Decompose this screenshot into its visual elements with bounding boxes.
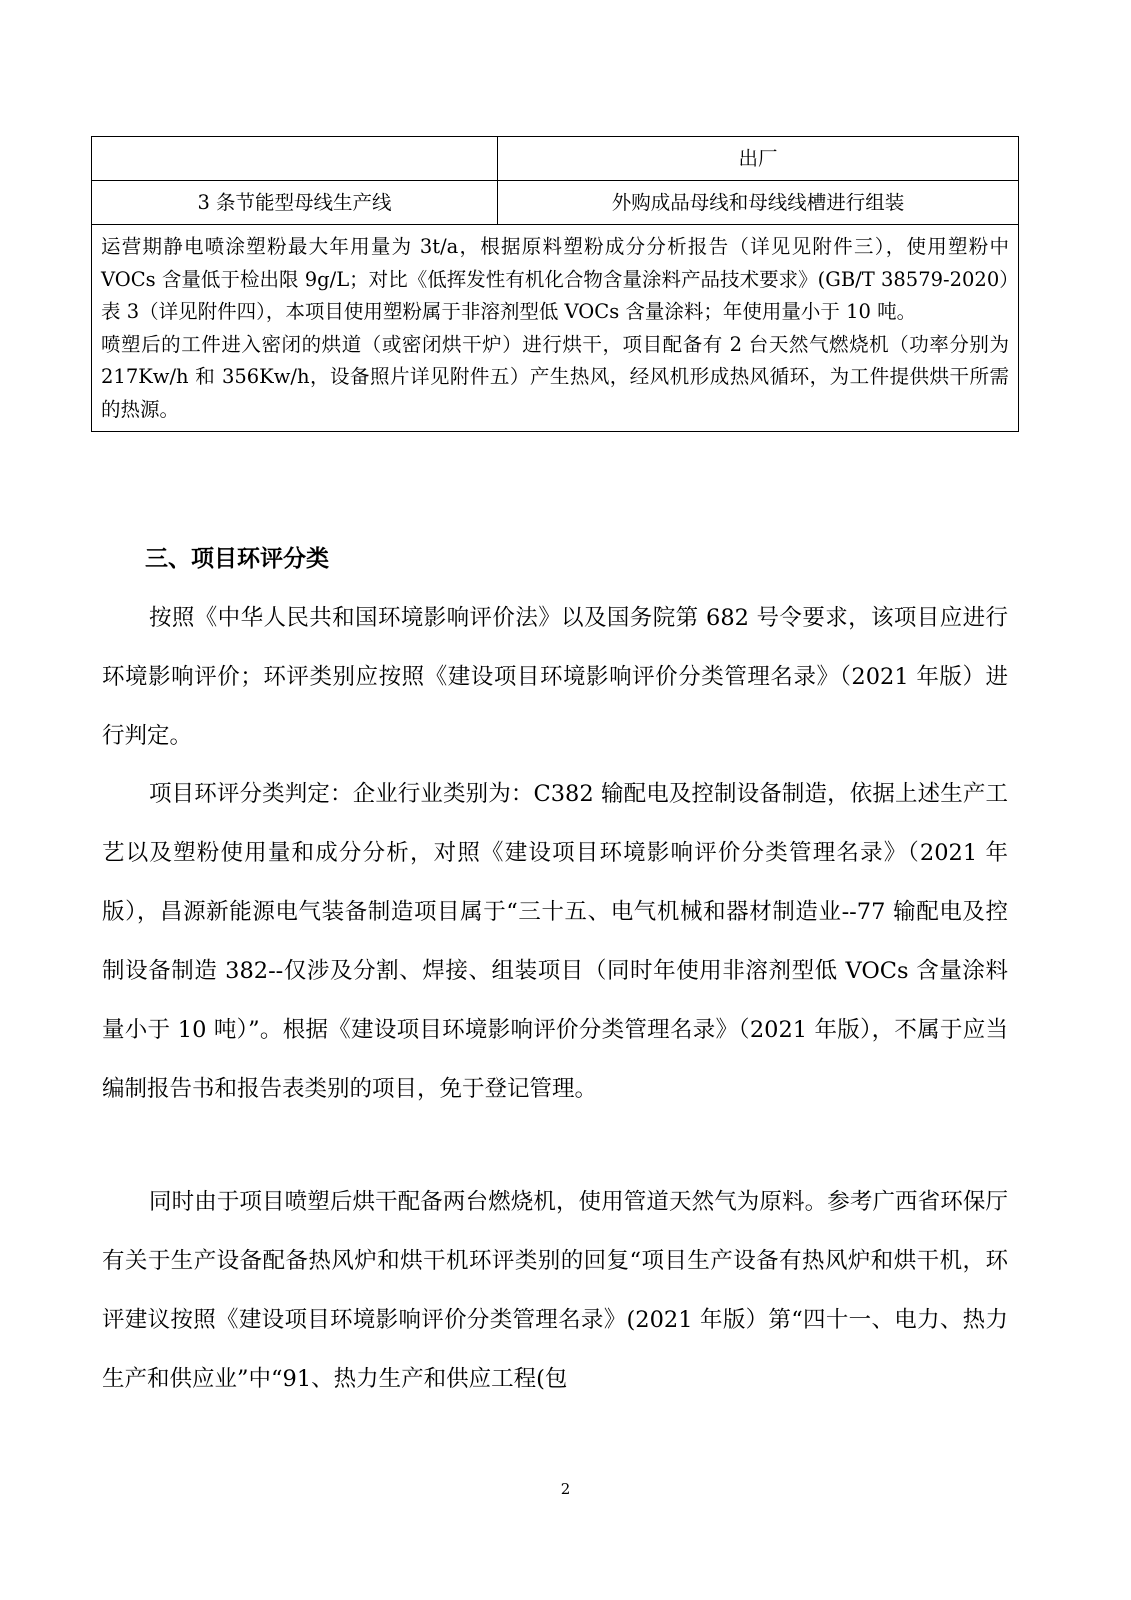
body-paragraph: 按照《中华人民共和国环境影响评价法》以及国务院第 682 号令要求，该项目应进行环境影响评价；环评类别应按照《建设项目环境影响评价分类管理名录》（2021 年版）进行判定。 — [102, 605, 1008, 749]
section-heading: 三、项目环评分类 — [145, 545, 329, 572]
table-cell: 3 条节能型母线生产线 — [92, 181, 498, 225]
table-cell: 出厂 — [498, 137, 1019, 181]
table-cell — [92, 137, 498, 181]
page-number: 2 — [560, 1480, 571, 1498]
body-paragraph: 项目环评分类判定：企业行业类别为：C382 输配电及控制设备制造，依据上述生产工艺以及塑粉使用量和成分分析，对照《建设项目环境影响评价分类管理名录》（2021 年版），昌源新能源电气装备制造项目属于“三十五、电气机械和器材制造业--77 输配电及控制设备制造 382--仅涉及分割、焊接、组装项目（同时年使用非溶剂型低 VOCs 含量涂料量小于 10 吨）”。根据《建设项目环境影响评价分类管理名录》（2021 年版），不属于应当编制报告书和报告表类别的项目，免于登记管理。 — [102, 781, 1008, 1102]
table-note-cell — [92, 225, 1019, 432]
table-note-paragraph: 喷塑后的工件进入密闭的烘道（或密闭烘干炉）进行烘干，项目配备有 2 台天然气燃烧机（功率分别为 217Kw/h 和 356Kw/h，设备照片详见附件五）产生热风，经风机形成热风循环，为工件提供烘干所需的热源。 — [101, 332, 1009, 421]
body-paragraph: 同时由于项目喷塑后烘干配备两台燃烧机，使用管道天然气为原料。参考广西省环保厅有关于生产设备配备热风炉和烘干机环评类别的回复“项目生产设备有热风炉和烘干机，环评建议按照《建设项目环境影响评价分类管理名录》(2021 年版）第“四十一、电力、热力生产和供应业”中“91、热力生产和供应工程(包 — [102, 1189, 1008, 1392]
table-row — [92, 181, 1019, 225]
table-row — [92, 137, 1019, 181]
table-row — [92, 225, 1019, 432]
process-table — [91, 136, 1019, 432]
table-cell: 外购成品母线和母线线槽进行组装 — [498, 181, 1019, 225]
table-note-paragraph: 运营期静电喷涂塑粉最大年用量为 3t/a，根据原料塑粉成分分析报告（详见见附件三），使用塑粉中 VOCs 含量低于检出限 9g/L；对比《低挥发性有机化合物含量涂料产品技术要求》(GB/T 38579-2020）表 3（详见附件四），本项目使用塑粉属于非溶剂型低 VOCs 含量涂料；年使用量小于 10 吨。 — [101, 235, 1009, 323]
